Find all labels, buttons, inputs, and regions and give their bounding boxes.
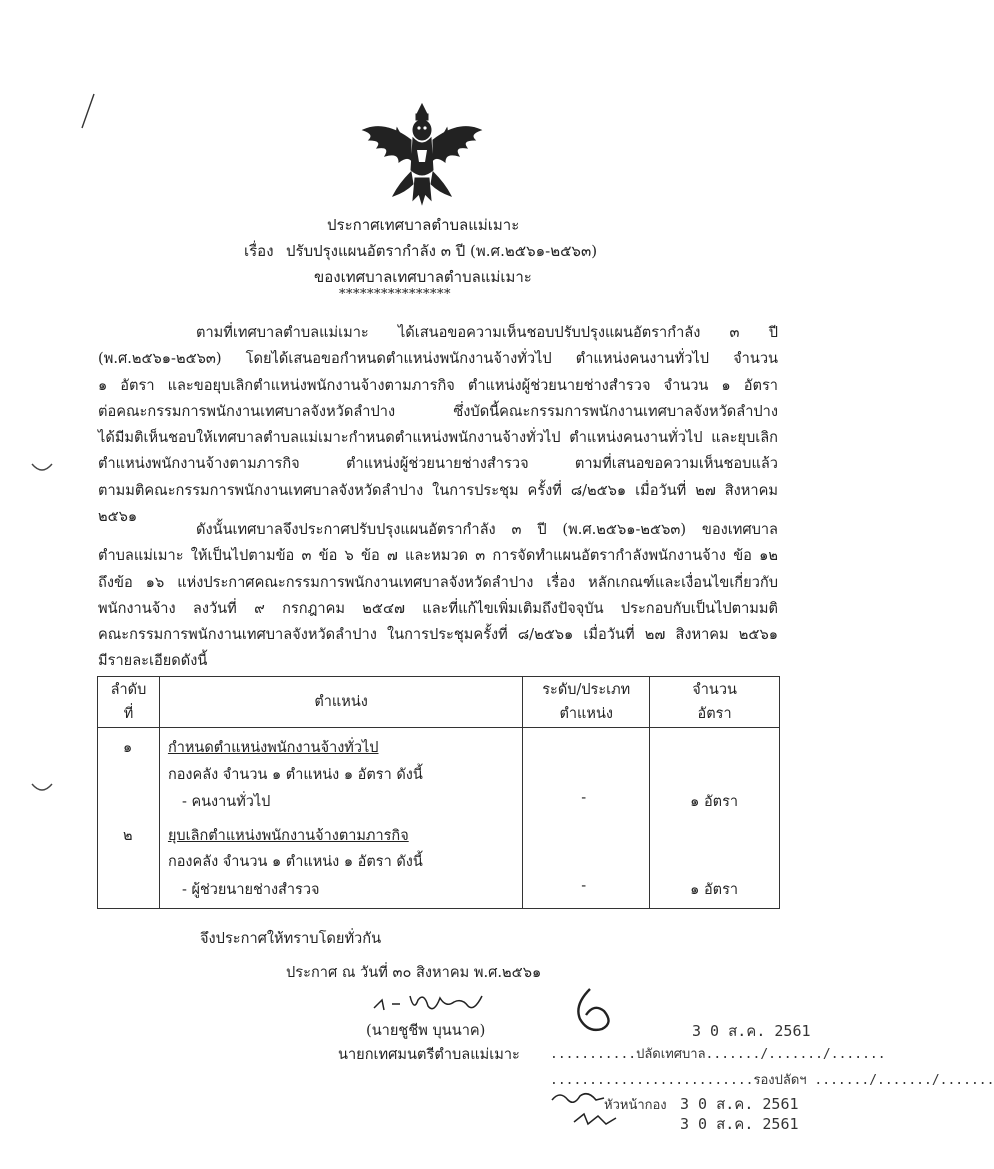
paragraph-line: พนักงานจ้าง ลงวันที่ ๙ กรกฎาคม ๒๕๔๗ และที่แก้ไขเพิ่มเติมถึงปัจจุบัน ประกอบกับเป็นไปตามมติ xyxy=(98,599,778,617)
paragraph-line: ดังนั้นเทศบาลจึงประกาศปรับปรุงแผนอัตรากำลัง ๓ ปี (พ.ศ.๒๕๖๑-๒๕๖๓) ของเทศบาล xyxy=(196,521,778,538)
routing-line-clerk: ...........ปลัดเทศบาล......./......./....... xyxy=(550,1047,886,1062)
pen-stroke-mark xyxy=(78,92,98,132)
announcement-date: ประกาศ ณ วันที่ ๓๐ สิงหาคม พ.ศ.๒๕๖๑ xyxy=(286,964,542,981)
row-seq: ๒ xyxy=(123,828,133,844)
row-item: - ผู้ช่วยนายช่างสำรวจ xyxy=(181,882,320,898)
subject-text: ปรับปรุงแผนอัตรากำลัง ๓ ปี (พ.ศ.๒๕๖๑-๒๕๖๓) xyxy=(286,242,598,260)
punch-hole-mark xyxy=(30,460,54,476)
paragraph-line: ตามมติคณะกรรมการพนักงานเทศบาลจังหวัดลำปาง ในการประชุม ครั้งที่ ๘/๒๕๖๑ เมื่อวันที่ ๒๗ สิงหาคม xyxy=(98,481,778,499)
subject-label: เรื่อง xyxy=(244,242,274,260)
separator-stars: **************** xyxy=(339,287,451,302)
routing-line-head: หัวหน้ากอง xyxy=(604,1098,667,1113)
paragraph-line: คณะกรรมการพนักงานเทศบาลจังหวัดลำปาง ในการประชุมครั้งที่ ๘/๒๕๖๑ เมื่อวันที่ ๒๗ สิงหาคม ๒๕๖๑ xyxy=(98,626,778,644)
count-cell xyxy=(650,728,780,909)
position-cell xyxy=(159,728,522,909)
table-header-row xyxy=(98,677,780,728)
closing-notice: จึงประกาศให้ทราบโดยทั่วกัน xyxy=(200,930,382,947)
row-item: - คนงานทั่วไป xyxy=(181,794,271,810)
row-level: - xyxy=(581,790,587,806)
paragraph-line: ตามที่เทศบาลตำบลแม่เมาะ ได้เสนอขอความเห็นชอบปรับปรุงแผนอัตรากำลัง ๓ ปี xyxy=(196,324,778,341)
signer-name: (นายชูชีพ บุนนาค) xyxy=(366,1022,486,1039)
row-level: - xyxy=(581,878,587,894)
header-position: ตำแหน่ง xyxy=(159,677,522,728)
paragraph-line: ๒๕๖๑ xyxy=(98,508,138,526)
positions-table xyxy=(97,676,780,909)
row-heading: กำหนดตำแหน่งพนักงานจ้างทั่วไป xyxy=(167,740,379,756)
handwritten-initial xyxy=(560,985,620,1045)
paragraph-line: ตำแหน่งพนักงานจ้างตามภารกิจ ตำแหน่งผู้ช่วยนายช่างสำรวจ ตามที่เสนอขอความเห็นชอบแล้ว xyxy=(98,455,778,473)
row-heading: ยุบเลิกตำแหน่งพนักงานจ้างตามภารกิจ xyxy=(167,828,409,844)
announcement-title: ประกาศเทศบาลตำบลแม่เมาะ xyxy=(327,216,520,234)
routing-line-deputy: ..........................รองปลัดฯ ......./......./....... xyxy=(550,1073,994,1088)
paragraph-line: ๑ อัตรา และขอยุบเลิกตำแหน่งพนักงานจ้างตามภารกิจ ตำแหน่งผู้ช่วยนายช่างสำรวจ จำนวน ๑ อัตรา xyxy=(98,376,778,394)
row-sub: กองคลัง จำนวน ๑ ตำแหน่ง ๑ อัตรา ดังนี้ xyxy=(167,854,423,870)
paragraph-2 xyxy=(98,517,778,675)
paragraph-1 xyxy=(98,320,778,530)
signature-scribble xyxy=(370,990,490,1018)
date-stamp-2: 3 0 ส.ค. 2561 xyxy=(680,1095,799,1113)
paragraph-line: ได้มีมติเห็นชอบให้เทศบาลตำบลแม่เมาะกำหนดตำแหน่งพนักงานจ้างทั่วไป ตำแหน่งคนงานทั่วไป และยุบเลิก xyxy=(98,429,778,447)
row-sub: กองคลัง จำนวน ๑ ตำแหน่ง ๑ อัตรา ดังนี้ xyxy=(167,767,423,783)
header-level: ระดับ/ประเภท ตำแหน่ง xyxy=(523,677,650,728)
paragraph-line: ต่อคณะกรรมการพนักงานเทศบาลจังหวัดลำปาง ซึ่งบัดนี้คณะกรรมการพนักงานเทศบาลจังหวัดลำปาง xyxy=(98,402,778,420)
paragraph-line: ตำบลแม่เมาะ ให้เป็นไปตามข้อ ๓ ข้อ ๖ ข้อ ๗ และหมวด ๓ การจัดทำแผนอัตรากำลังพนักงานจ้าง ข้อ ๑๒ xyxy=(98,547,778,565)
table-body-row xyxy=(98,728,780,909)
header-count: จำนวน อัตรา xyxy=(650,677,780,728)
date-stamp-3: 3 0 ส.ค. 2561 xyxy=(680,1115,799,1133)
row-seq: ๑ xyxy=(123,740,133,756)
row-count: ๑ อัตรา xyxy=(690,794,739,810)
garuda-emblem xyxy=(355,100,490,210)
paragraph-line: มีรายละเอียดดังนี้ xyxy=(98,652,208,670)
level-cell xyxy=(523,728,650,909)
routing-initials-scribble xyxy=(570,1110,620,1130)
routing-initials-scribble xyxy=(548,1086,608,1108)
issuing-org: ของเทศบาลเทศบาลตำบลแม่เมาะ xyxy=(314,268,532,286)
seq-cell xyxy=(98,728,160,909)
signer-title: นายกเทศมนตรีตำบลแม่เมาะ xyxy=(338,1046,520,1063)
header-seq: ลำดับ ที่ xyxy=(98,677,160,728)
row-count: ๑ อัตรา xyxy=(690,882,739,898)
paragraph-line: (พ.ศ.๒๕๖๑-๒๕๖๓) โดยได้เสนอขอกำหนดตำแหน่งพนักงานจ้างทั่วไป ตำแหน่งคนงานทั่วไป จำนวน xyxy=(98,350,778,368)
date-stamp: 3 0 ส.ค. 2561 xyxy=(692,1022,811,1040)
paragraph-line: ถึงข้อ ๑๖ แห่งประกาศคณะกรรมการพนักงานเทศบาลจังหวัดลำปาง เรื่อง หลักเกณฑ์และเงื่อนไขเกี่ยวกับ xyxy=(98,573,778,591)
punch-hole-mark xyxy=(30,780,54,796)
